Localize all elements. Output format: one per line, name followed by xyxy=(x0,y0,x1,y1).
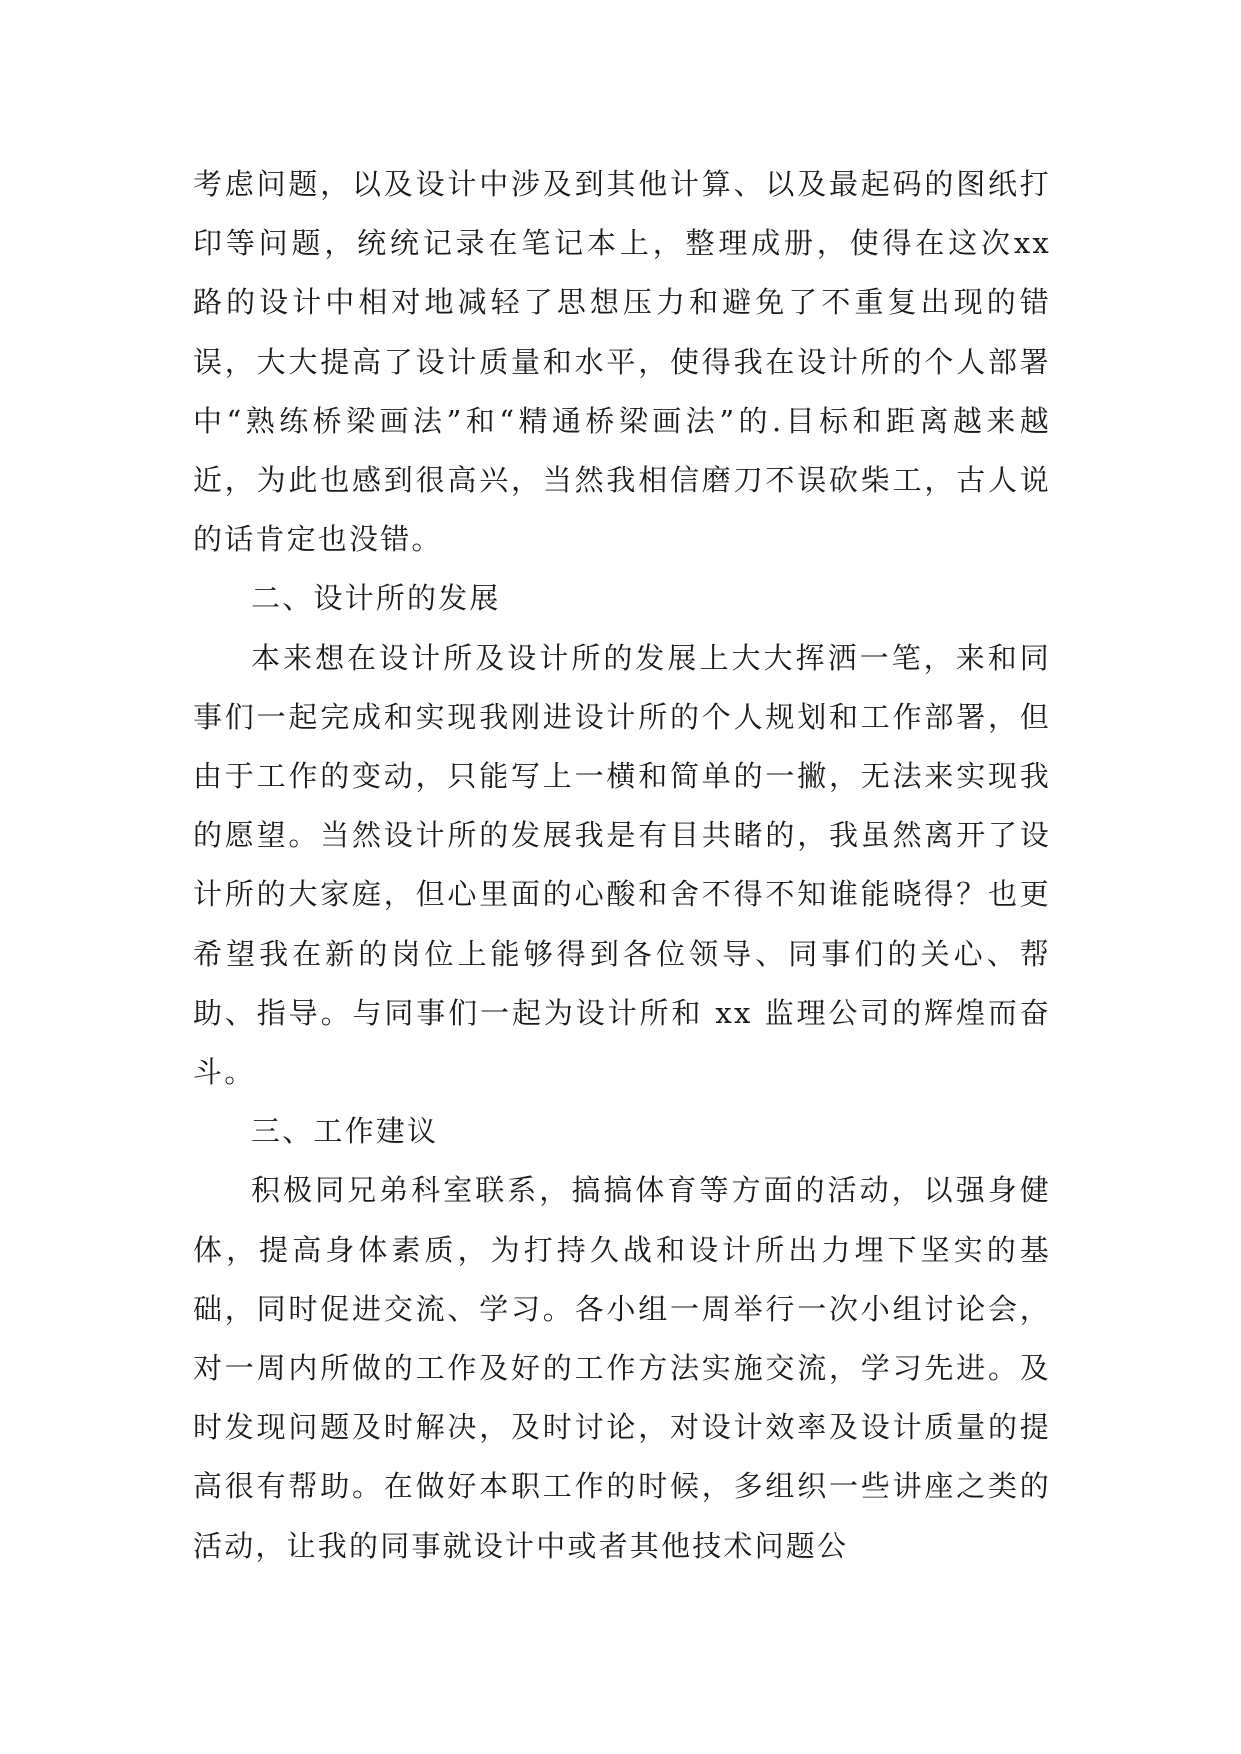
document-body xyxy=(193,155,1051,1576)
section-heading-development: 二、设计所的发展 xyxy=(251,581,501,616)
paragraph-development: 本来想在设计所及设计所的发展上大大挥洒一笔，来和同事们一起完成和实现我刚进设计所的个人规划和工作部署，但由于工作的变动，只能写上一横和简单的一撇，无法来实现我的愿望。当然设计所的发展我是有目共睹的，我虽然离开了设计所的大家庭，但心里面的心酸和舍不得不知谁能晓得？也更希望我在新的岗位上能够得到各位领导、同事们的关心、帮助、指导。与同事们一起为设计所和 xx 监理公司的辉煌而奋斗。 xyxy=(193,640,1051,1090)
paragraph-suggestions: 积极同兄弟科室联系，搞搞体育等方面的活动，以强身健体，提高身体素质，为打持久战和设计所出力埋下坚实的基础，同时促进交流、学习。各小组一周举行一次小组讨论会，对一周内所做的工作及好的工作方法实施交流，学习先进。及时发现问题及时解决，及时讨论，对设计效率及设计质量的提高很有帮助。在做好本职工作的时候，多组织一些讲座之类的活动，让我的同事就设计中或者其他技术问题公 xyxy=(193,1173,1051,1563)
section-heading-suggestions: 三、工作建议 xyxy=(251,1114,439,1149)
paragraph-continuation: 考虑问题，以及设计中涉及到其他计算、以及最起码的图纸打印等问题，统统记录在笔记本上，整理成册，使得在这次xx 路的设计中相对地减轻了思想压力和避免了不重复出现的错误，大大提高了设计质量和水平，使得我在设计所的个人部署中“熟练桥梁画法”和“精通桥梁画法”的.目标和距离越来越近，为此也感到很高兴，当然我相信磨刀不误砍柴工，古人说的话肯定也没错。 xyxy=(193,167,1051,557)
